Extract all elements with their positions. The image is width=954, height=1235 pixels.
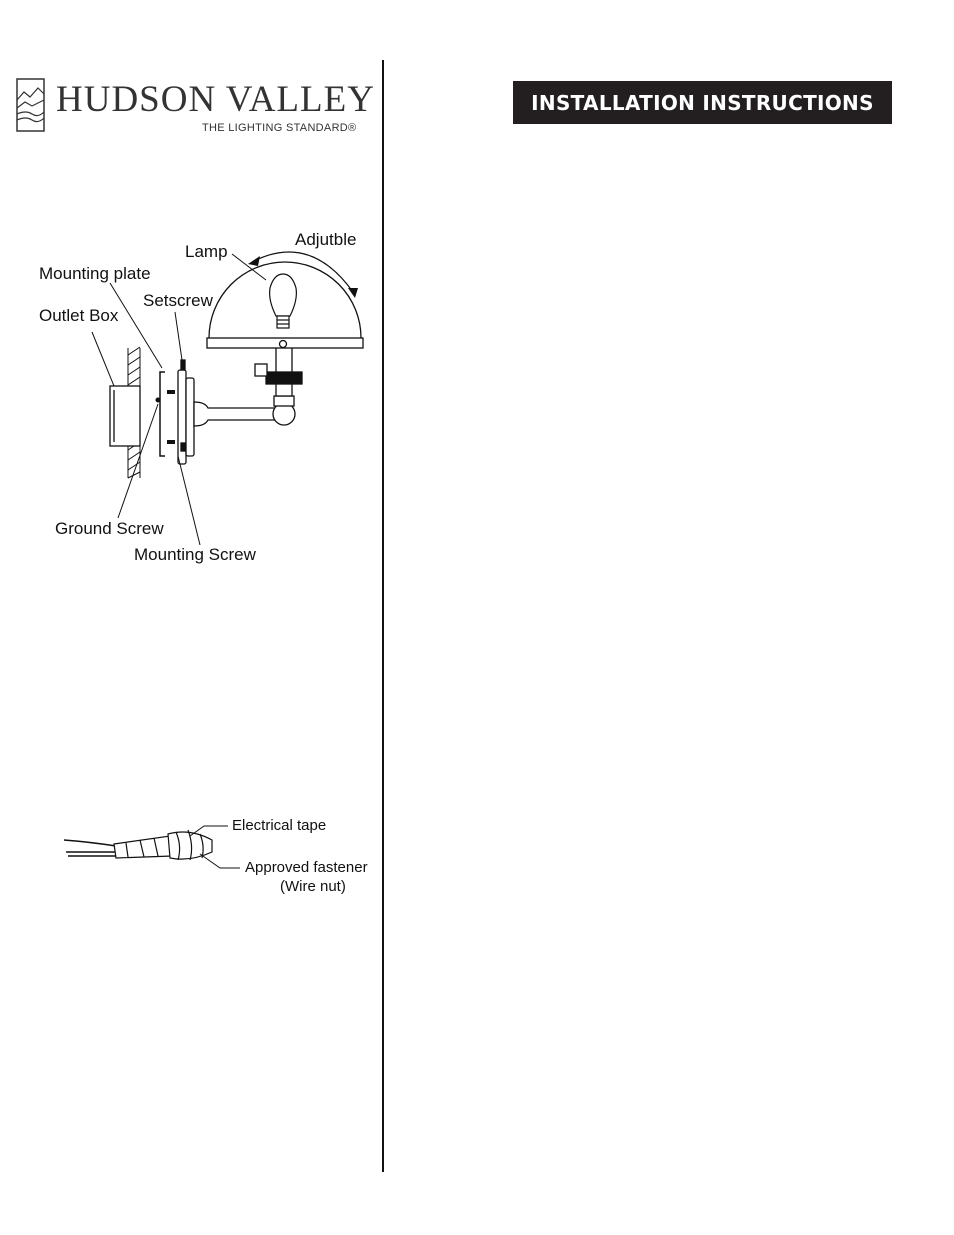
label-electrical-tape: Electrical tape (232, 817, 327, 834)
label-approved-fastener: Approved fastener (245, 859, 368, 876)
label-setscrew: Setscrew (143, 291, 213, 310)
page-title: INSTALLATION INSTRUCTIONS (513, 81, 892, 124)
electrical-tape (114, 836, 172, 858)
label-ground-screw: Ground Screw (55, 519, 164, 538)
label-mounting-screw: Mounting Screw (134, 545, 256, 564)
wire-nut (168, 830, 212, 860)
brand-tagline: THE LIGHTING STANDARD® (202, 122, 357, 134)
label-outlet-box: Outlet Box (39, 306, 119, 325)
label-mounting-plate: Mounting plate (39, 264, 151, 283)
brand-name: HUDSON VALLEY (56, 79, 375, 120)
wires (64, 840, 116, 856)
label-adjustable: Adjutble (295, 230, 357, 249)
label-wire-nut: (Wire nut) (280, 878, 346, 895)
label-lamp: Lamp (185, 242, 228, 261)
